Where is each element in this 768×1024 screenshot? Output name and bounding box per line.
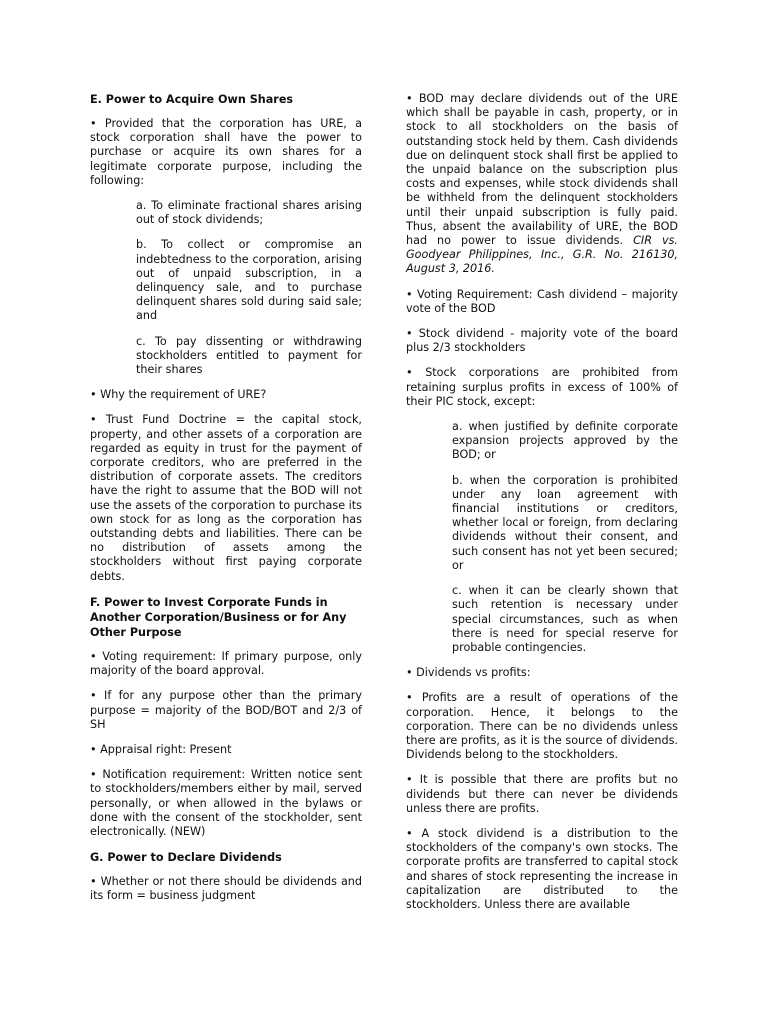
exception-c: c. when it can be clearly shown that such retention is necessary under special circumstances, such as when there is need for special reserve for probable contingencies. (452, 584, 678, 654)
exception-a: a. when justified by definite corporate expansion projects approved by the BOD; or (452, 420, 678, 462)
section-f-appraisal: • Appraisal right: Present (90, 742, 232, 756)
section-e-item-b: b. To collect or compromise an indebtedness to the corporation, arising out of unpaid subscription, in a delinquency sale, and to purchase delinquent shares sold during said sale; and (136, 238, 362, 323)
right-column (406, 92, 678, 923)
section-f-notification: • Notification requirement: Written notice sent to stockholders/members either by mail, served personally, or when allowed in the bylaws or done with the consent of the stockholder, sent electronically. (NEW) (90, 768, 362, 838)
section-e-item-c: c. To pay dissenting or withdrawing stockholders entitled to payment for their shares (136, 334, 362, 377)
profits-result: • Profits are a result of operations of the corporation. Hence, it belongs to the corporation. There can be no dividends unless there are profits, as it is the source of dividends. Dividends belong to the stockholders. (406, 691, 678, 762)
exception-b: b. when the corporation is prohibited under any loan agreement with financial institutions or creditors, whether local or foreign, from declaring dividends without their consent, and such consent has not yet been secured; or (452, 473, 678, 572)
section-f-heading: F. Power to Invest Corporate Funds in Another Corporation/Business or for Any Other Purpose (90, 595, 347, 639)
section-e-heading: E. Power to Acquire Own Shares (90, 93, 294, 106)
section-e-intro: • Provided that the corporation has URE, a stock corporation shall have the power to purchase or acquire its own shares for a legitimate corporate purpose, including the following: (90, 117, 362, 187)
bod-dividends-text: • BOD may declare dividends out of the URE which shall be payable in cash, property, or in stock to all stockholders on the basis of outstanding stock held by them. Cash dividends due on delinquent stock shall first be applied to the unpaid balance on the subscription plus costs and expenses, while stock dividends shall be withheld from the delinquent stockholders until their unpaid subscription is fully paid. Thus, absent the availability of URE, the BOD had no power to issue dividends. (406, 92, 678, 248)
section-g-business-judgment: • Whether or not there should be dividends and its form = business judgment (90, 875, 362, 903)
section-e-item-a: a. To eliminate fractional shares arising out of stock dividends; (136, 199, 362, 227)
left-column (90, 92, 362, 915)
section-g-heading: G. Power to Declare Dividends (90, 851, 282, 865)
surplus-profits-prohibition: • Stock corporations are prohibited from retaining surplus profits in excess of 100% of their PIC stock, except: (406, 366, 678, 408)
why-ure-question: • Why the requirement of URE? (90, 388, 267, 402)
case-citation: CIR vs. Goodyear Philippines, Inc., G.R. No. 216130, August 3, 2016. (406, 234, 678, 276)
trust-fund-doctrine: • Trust Fund Doctrine = the capital stock, property, and other assets of a corporation are regarded as equity in trust for the payment of corporate creditors, who are preferred in the distribution of corporate assets. The creditors have the right to assume that the BOD will not use the assets of the corporation to purchase its own stock for as long as the corporation has outstanding debts and liabilities. There can be no distribution of assets among the stockholders without first paying corporate debts. (90, 413, 362, 583)
voting-cash-dividend: • Voting Requirement: Cash dividend – majority vote of the BOD (406, 287, 678, 315)
stock-dividend-vote: • Stock dividend - majority vote of the board plus 2/3 stockholders (406, 327, 678, 355)
section-f-other-purpose: • If for any purpose other than the primary purpose = majority of the BOD/BOT and 2/3 of SH (90, 689, 362, 731)
stock-dividend-definition: • A stock dividend is a distribution to the stockholders of the company's own stocks. The corporate profits are transferred to capital stock and shares of stock representing the increase in capitalization are distributed to the stockholders. Unless there are available (406, 826, 678, 911)
profits-possible: • It is possible that there are profits but no dividends but there can never be dividends unless there are profits. (406, 773, 678, 815)
section-f-voting: • Voting requirement: If primary purpose, only majority of the board approval. (90, 649, 362, 678)
bod-dividends-paragraph (406, 92, 678, 277)
dividends-vs-profits: • Dividends vs profits: (406, 666, 531, 680)
